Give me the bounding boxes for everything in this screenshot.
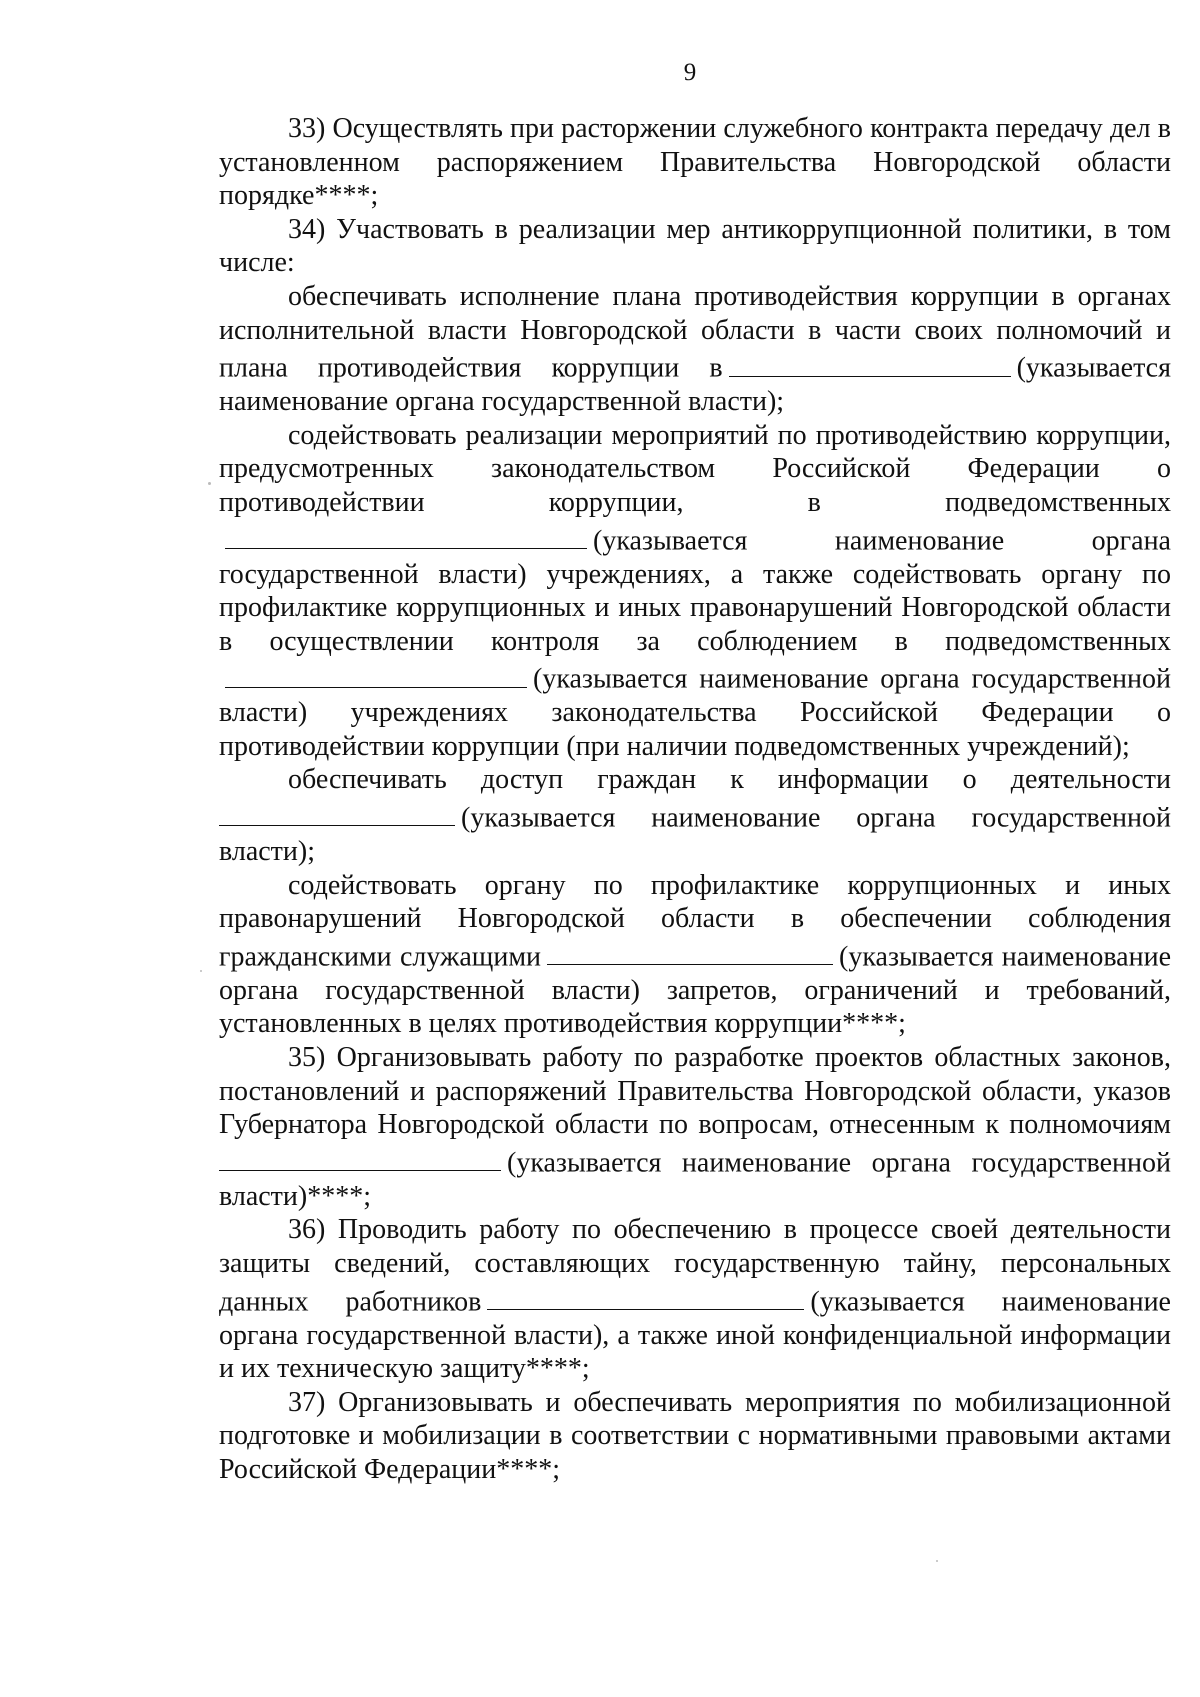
scan-speck	[936, 1560, 938, 1562]
item-34-measures-paragraph	[219, 419, 1171, 764]
paragraph-text: 35) Организовывать работу по разработке проектов областных законов, постановлений и распоряжений Правительства Новгородской области, указов Губернатора Новгородской области по вопросам, отнесенным к полномочиям	[219, 1041, 1171, 1141]
paragraph-text: (указывается наименование органа государственной власти) учреждениях законодательства Российской Федерации о противодействии коррупции (при наличии подведомственных учреждений);	[219, 663, 1171, 762]
item-33-paragraph	[219, 112, 1171, 213]
page-number: 9	[683, 59, 697, 86]
paragraph-text: 37) Организовывать и обеспечивать мероприятия по мобилизационной подготовке и мобилизации в соответствии с нормативными правовыми актами Российской Федерации****;	[219, 1386, 1171, 1485]
scan-speck	[200, 970, 202, 972]
paragraph-text: содействовать органу по профилактике коррупционных и иных правонарушений Новгородской области в обеспечении соблюдения гражданскими служащими	[219, 869, 1171, 973]
paragraph-text: содействовать реализации мероприятий по противодействию коррупции, предусмотренных законодательством Российской Федерации о противодействии коррупции, в подведомственных	[219, 419, 1171, 518]
item-36-paragraph	[219, 1213, 1171, 1385]
fill-in-blank	[219, 797, 455, 826]
item-34-compliance-paragraph	[219, 869, 1171, 1041]
scan-speck	[208, 482, 211, 485]
fill-in-blank	[729, 347, 1011, 376]
paragraph-text: (указывается наименование органа государственной власти);	[219, 352, 1171, 418]
paragraph-text: обеспечивать доступ граждан к информации о деятельности	[288, 764, 1171, 796]
paragraph-text: (указывается наименование органа государственной власти);	[219, 802, 1171, 868]
paragraph-text: (указывается наименование органа государственной власти), а также иной конфиденциальной информации и их техническую защиту****;	[219, 1285, 1171, 1385]
fill-in-blank	[547, 936, 833, 965]
fill-in-blank	[487, 1281, 804, 1310]
item-37-paragraph	[219, 1386, 1171, 1487]
paragraph-text: обеспечивать исполнение плана противодействия коррупции в органах исполнительной власти Новгородской области в части своих полномочий и плана противодействия коррупции в	[219, 280, 1171, 384]
fill-in-blank	[225, 658, 527, 687]
paragraph-text: (указывается наименование органа государственной власти)****;	[219, 1147, 1171, 1212]
paragraph-text: (указывается наименование органа государственной власти) учреждениях, а также содействовать органу по профилактике коррупционных и иных правонарушений Новгородской области в осуществлении контроля за соблюдением в подведомственных	[219, 524, 1171, 657]
fill-in-blank	[225, 520, 587, 549]
document-body	[219, 112, 1171, 1486]
item-34-access-paragraph	[219, 763, 1171, 868]
paragraph-text: (указывается наименование органа государственной власти) запретов, ограничений и требований, установленных в целях противодействия коррупции****;	[219, 941, 1171, 1040]
paragraph-text: 34) Участвовать в реализации мер антикоррупционной политики, в том числе:	[219, 213, 1171, 279]
fill-in-blank	[219, 1142, 501, 1171]
paragraph-text: 36) Проводить работу по обеспечению в процессе своей деятельности защиты сведений, составляющих государственную тайну, персональных данных работников	[219, 1214, 1171, 1317]
item-34-plan-paragraph	[219, 280, 1171, 419]
paragraph-text: 33) Осуществлять при расторжении служебного контракта передачу дел в установленном распоряжением Правительства Новгородской области порядке****;	[219, 113, 1171, 212]
item-34-paragraph	[219, 213, 1171, 280]
item-35-paragraph	[219, 1041, 1171, 1213]
